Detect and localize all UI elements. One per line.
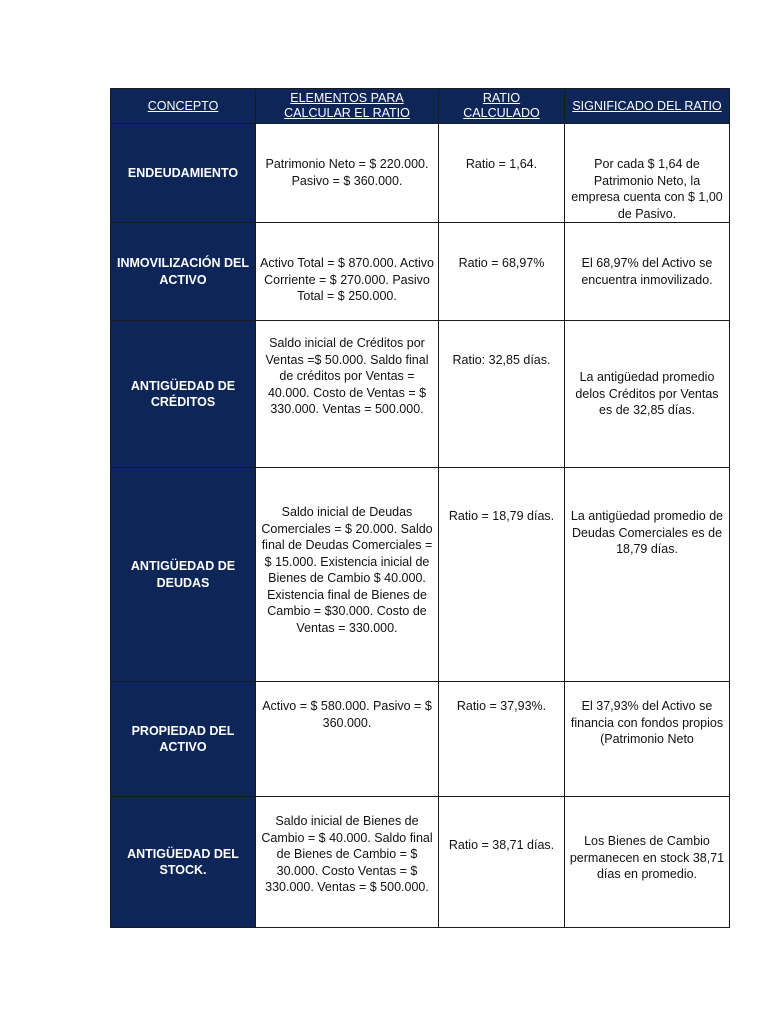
ratio-cell: Ratio = 38,71 días. [439,797,565,928]
header-significado: SIGNIFICADO DEL RATIO [565,89,730,124]
elements-cell: Saldo inicial de Bienes de Cambio = $ 40.000. Saldo final de Bienes de Cambio = $ 30.000. Costo Ventas = $ 330.000. Ventas = $ 500.000. [256,797,439,928]
concept-cell: PROPIEDAD DEL ACTIVO [111,682,256,797]
concept-cell: ENDEUDAMIENTO [111,124,256,223]
meaning-cell: Los Bienes de Cambio permanecen en stock 38,71 días en promedio. [565,797,730,928]
elements-cell: Patrimonio Neto = $ 220.000. Pasivo = $ 360.000. [256,124,439,223]
meaning-cell: El 68,97% del Activo se encuentra inmovilizado. [565,223,730,321]
ratio-cell: Ratio = 18,79 días. [439,468,565,682]
concept-cell: INMOVILIZACIÓN DEL ACTIVO [111,223,256,321]
elements-cell: Activo Total = $ 870.000. Activo Corriente = $ 270.000. Pasivo Total = $ 250.000. [256,223,439,321]
header-row [111,89,730,124]
table-row [111,682,730,797]
table-row [111,124,730,223]
table-row [111,797,730,928]
meaning-cell: Por cada $ 1,64 de Patrimonio Neto, la empresa cuenta con $ 1,00 de Pasivo. [565,124,730,223]
header-elementos: ELEMENTOS PARA CALCULAR EL RATIO [256,89,439,124]
ratio-cell: Ratio: 32,85 días. [439,321,565,468]
ratios-table [110,88,730,928]
concept-cell: ANTIGÜEDAD DE DEUDAS [111,468,256,682]
table-row [111,223,730,321]
elements-cell: Saldo inicial de Deudas Comerciales = $ 20.000. Saldo final de Deudas Comerciales = $ 15.000. Existencia inicial de Bienes de Cambio $ 40.000. Existencia final de Bienes de Cambio = $30.000. Costo de Ventas = 330.000. [256,468,439,682]
header-ratio-calculado: RATIO CALCULADO [439,89,565,124]
ratio-cell: Ratio = 1,64. [439,124,565,223]
meaning-cell: La antigüedad promedio de Deudas Comerciales es de 18,79 días. [565,468,730,682]
meaning-cell: La antigüedad promedio delos Créditos por Ventas es de 32,85 días. [565,321,730,468]
header-concepto: CONCEPTO [111,89,256,124]
table-row [111,321,730,468]
ratio-cell: Ratio = 37,93%. [439,682,565,797]
concept-cell: ANTIGÜEDAD DE CRÉDITOS [111,321,256,468]
elements-cell: Activo = $ 580.000. Pasivo = $ 360.000. [256,682,439,797]
elements-cell: Saldo inicial de Créditos por Ventas =$ 50.000. Saldo final de créditos por Ventas = 40.000. Costo de Ventas = $ 330.000. Ventas = 500.000. [256,321,439,468]
meaning-cell: El 37,93% del Activo se financia con fondos propios (Patrimonio Neto [565,682,730,797]
table-row [111,468,730,682]
concept-cell: ANTIGÜEDAD DEL STOCK. [111,797,256,928]
ratio-cell: Ratio = 68,97% [439,223,565,321]
